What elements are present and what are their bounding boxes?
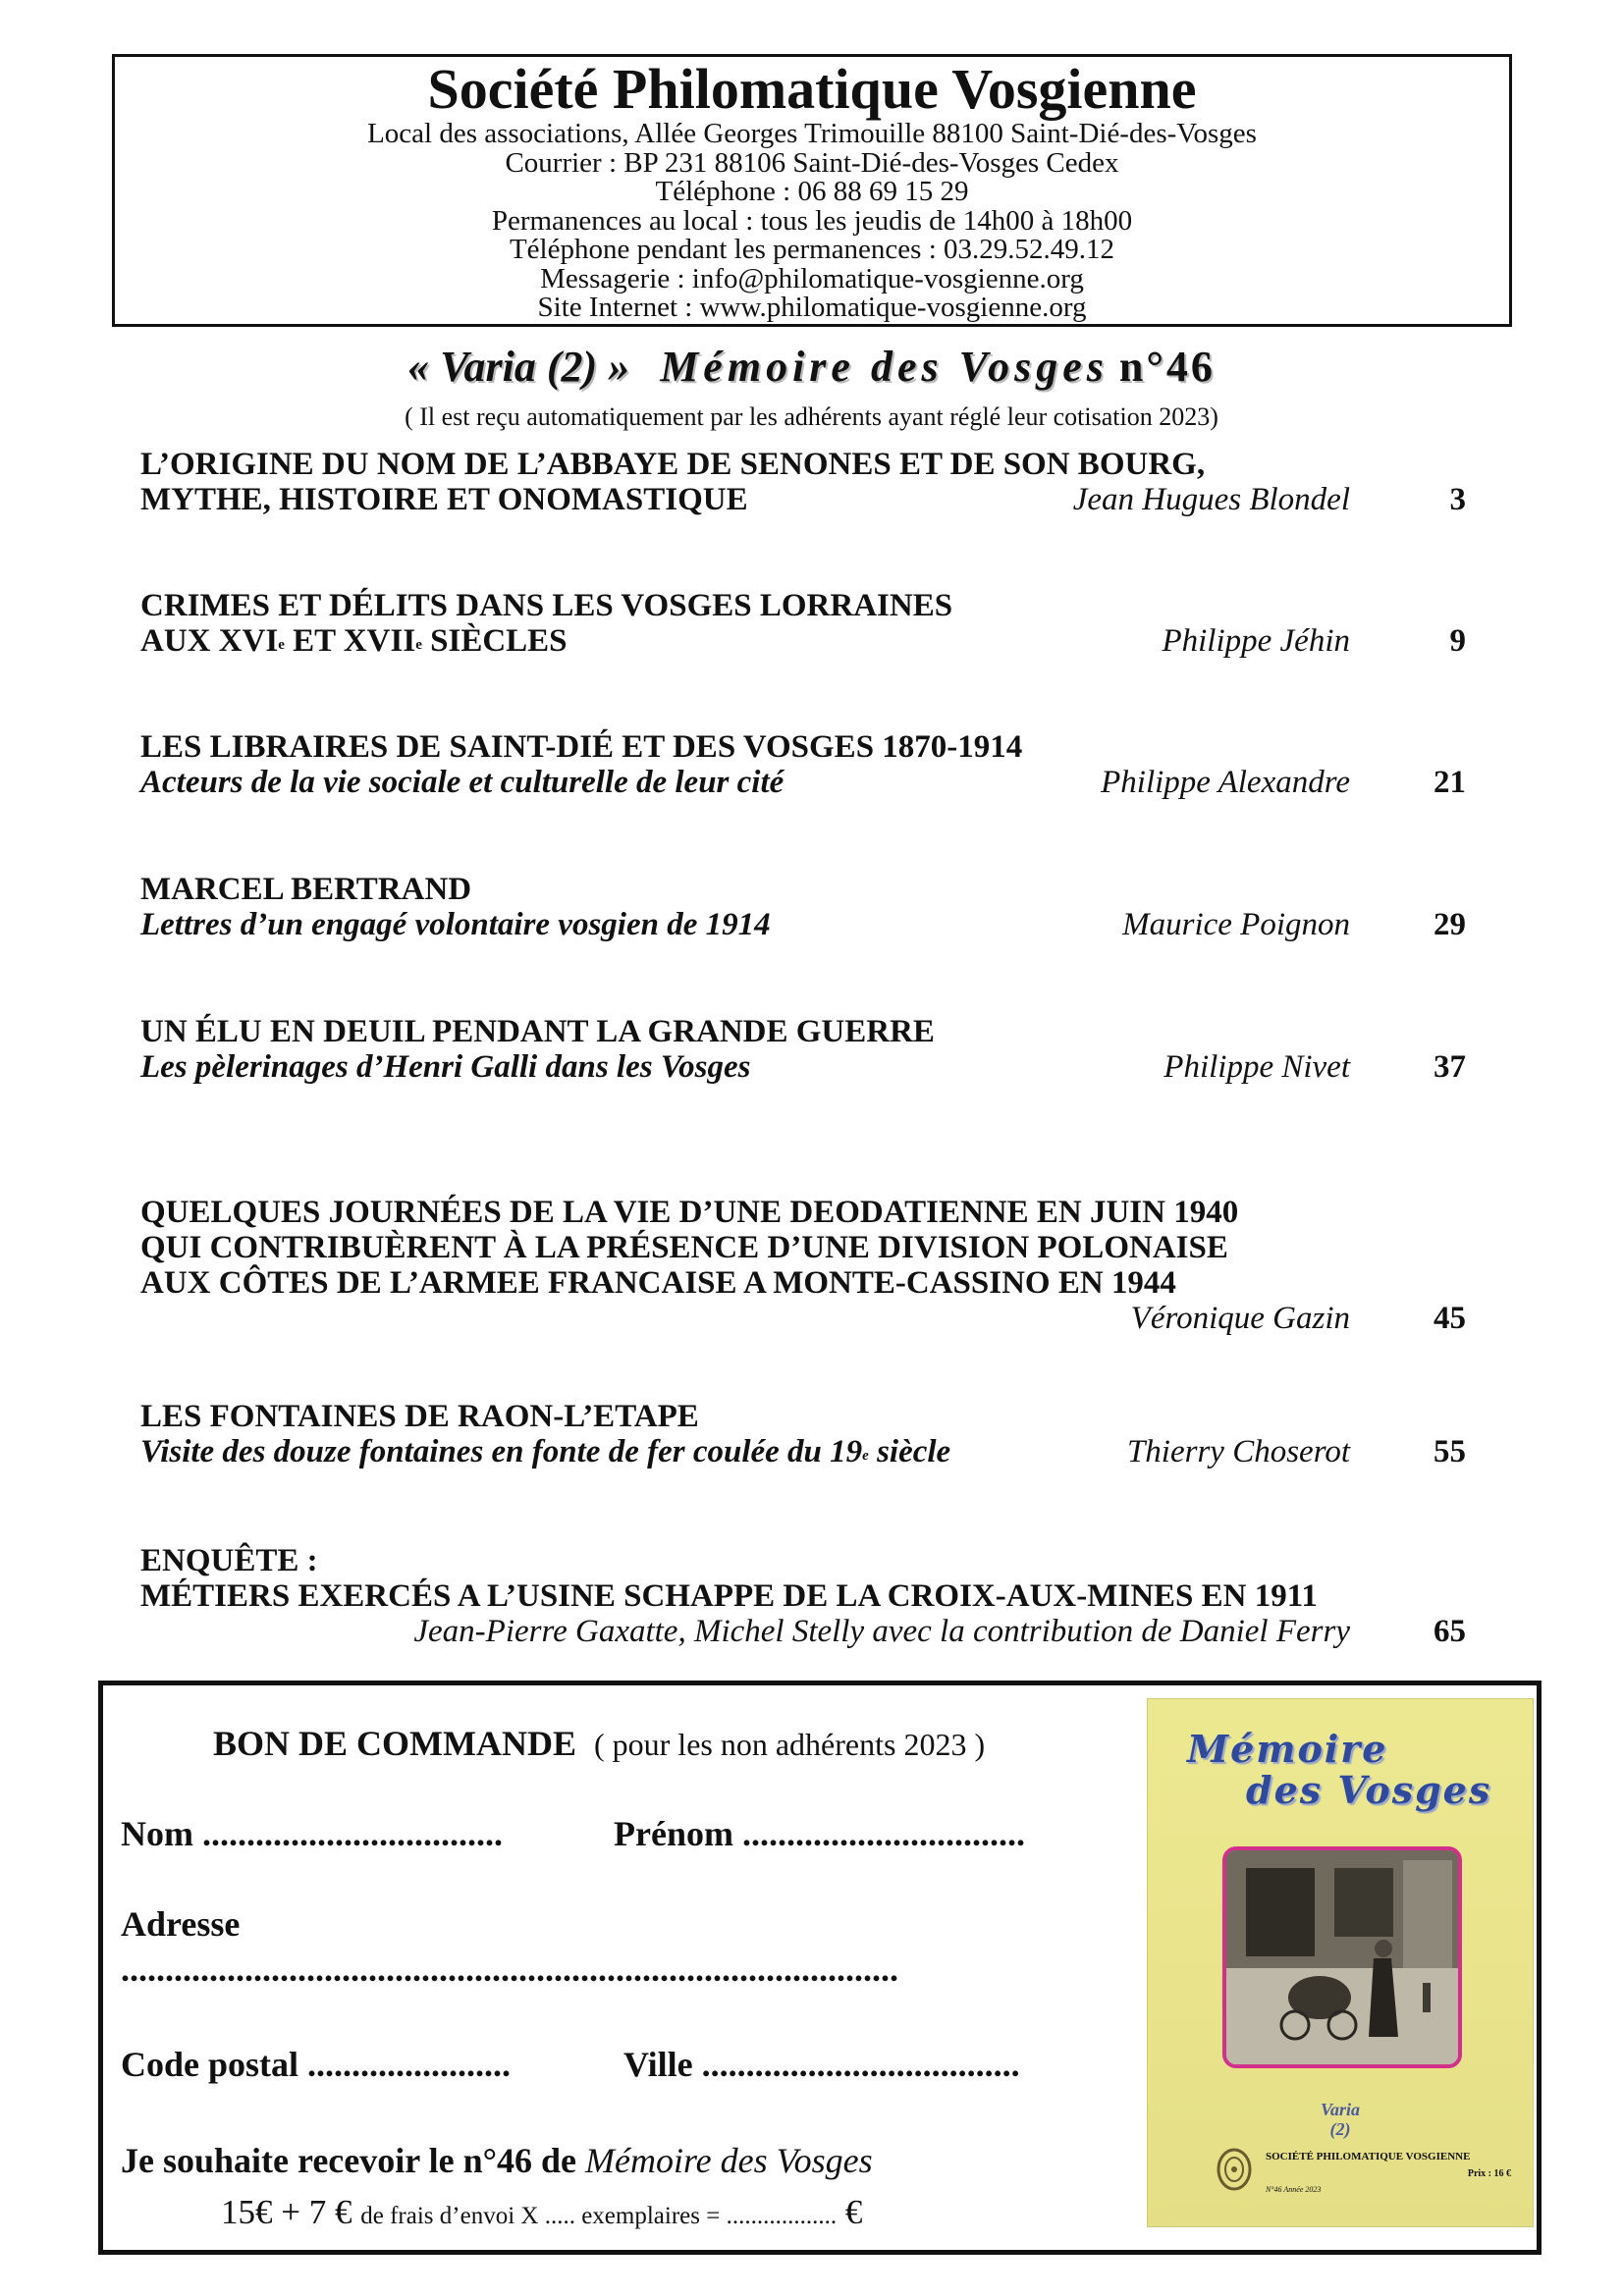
toc-title-line: QUI CONTRIBUÈRENT À LA PRÉSENCE D’UNE DIVISION POLONAISE	[140, 1230, 1228, 1265]
toc-title-line: L’ORIGINE DU NOM DE L’ABBAYE DE SENONES ET DE SON BOURG,	[140, 447, 1206, 482]
toc-entry	[140, 1014, 1476, 1085]
cover-varia: Varia (2)	[1320, 2100, 1361, 2139]
toc-title-line: MARCEL BERTRAND	[140, 872, 472, 907]
toc-entry	[140, 588, 1476, 659]
toc-entry	[140, 1195, 1476, 1336]
society-name: Société Philomatique Vosgienne	[427, 57, 1197, 121]
toc-title-line: ENQUÊTE :	[140, 1543, 318, 1578]
toc-title-line: AUX XVIe ET XVIIe SIÈCLES	[140, 623, 568, 659]
seal-icon	[1215, 2146, 1254, 2193]
header-phone-hours: Téléphone pendant les permanences : 03.29.52.49.12	[509, 234, 1115, 265]
toc-entry	[140, 729, 1476, 800]
cover-image	[1147, 1698, 1534, 2227]
header-website: Site Internet : www.philomatique-vosgienne.org	[537, 292, 1087, 323]
order-price-line[interactable]: 15€ + 7 € de frais d’envoi X ..... exemplaires = .................. €	[221, 2193, 863, 2231]
toc-title-line: LES LIBRAIRES DE SAINT-DIÉ ET DES VOSGES 1870-1914	[140, 729, 1023, 765]
adresse-field[interactable]: ........................................................................................	[121, 1949, 898, 1989]
toc-author: Philippe Alexandre	[1101, 765, 1350, 800]
header-mail: Courrier : BP 231 88106 Saint-Dié-des-Vosges Cedex	[505, 146, 1119, 179]
toc-title-line: MYTHE, HISTOIRE ET ONOMASTIQUE	[140, 482, 748, 517]
code-postal-field[interactable]: Code postal .......................	[121, 2045, 512, 2084]
toc-page-number: 3	[1449, 482, 1466, 517]
issue-title	[0, 342, 1623, 392]
issue-series: Mémoire des Vosges	[660, 343, 1109, 391]
adresse-label: Adresse	[121, 1904, 241, 1944]
toc-page-number: 9	[1449, 623, 1466, 659]
toc-entry	[140, 447, 1476, 517]
toc-page-number: 29	[1434, 907, 1466, 942]
issue-note: ( Il est reçu automatiquement par les adhérents ayant réglé leur cotisation 2023)	[405, 402, 1218, 431]
toc-title-line: QUELQUES JOURNÉES DE LA VIE D’UNE DEODATIENNE EN JUIN 1940	[140, 1195, 1239, 1230]
toc-author: Jean Hugues Blondel	[1072, 482, 1350, 517]
toc-page-number: 37	[1434, 1049, 1466, 1085]
header-box	[112, 54, 1512, 327]
toc-entry	[140, 1399, 1476, 1469]
order-title-note: ( pour les non adhérents 2023 )	[593, 1727, 986, 1762]
toc-page-number: 55	[1434, 1434, 1466, 1469]
cover-photo	[1222, 1846, 1462, 2068]
toc-page-number: 45	[1434, 1301, 1466, 1336]
toc-page-number: 65	[1434, 1614, 1466, 1649]
toc-title-line: MÉTIERS EXERCÉS A L’USINE SCHAPPE DE LA CROIX-AUX-MINES EN 1911	[140, 1578, 1318, 1614]
toc-author: Thierry Choserot	[1126, 1434, 1350, 1469]
prenom-field[interactable]: Prénom ................................	[614, 1814, 1025, 1853]
cover-price: Prix : 16 €	[1467, 2168, 1511, 2179]
issue-number: n°46	[1118, 343, 1216, 391]
toc-title-line: LES FONTAINES DE RAON-L’ETAPE	[140, 1399, 699, 1434]
toc-subtitle: Lettres d’un engagé volontaire vosgien de 1914	[140, 907, 771, 942]
order-title: BON DE COMMANDE ( pour les non adhérents 2023 )	[213, 1724, 986, 1763]
toc-author: Philippe Jéhin	[1162, 623, 1350, 659]
toc-entry	[140, 872, 1476, 942]
header-hours: Permanences au local : tous les jeudis de 14h00 à 18h00	[491, 204, 1133, 237]
toc-author: Philippe Nivet	[1163, 1049, 1350, 1085]
toc-entry	[140, 1543, 1476, 1649]
issue-varia: « Varia (2) »	[407, 343, 630, 391]
toc-subtitle: Acteurs de la vie sociale et culturelle de leur cité	[140, 765, 784, 800]
toc-author: Maurice Poignon	[1122, 907, 1350, 942]
toc-author: Véronique Gazin	[1130, 1301, 1350, 1336]
toc-title-line: CRIMES ET DÉLITS DANS LES VOSGES LORRAINES	[140, 588, 953, 623]
toc-subtitle: Visite des douze fontaines en fonte de fer coulée du 19e siècle	[140, 1434, 951, 1469]
toc-subtitle: Les pèlerinages d’Henri Galli dans les Vosges	[140, 1049, 751, 1085]
nom-field[interactable]: Nom ..................................	[121, 1814, 503, 1853]
toc-author: Jean-Pierre Gaxatte, Michel Stelly avec la contribution de Daniel Ferry	[413, 1614, 1350, 1649]
cover-society: SOCIÉTÉ PHILOMATIQUE VOSGIENNE	[1266, 2151, 1471, 2163]
cover-issue-year: N°46 Année 2023	[1266, 2185, 1322, 2194]
cover-title: Mémoire des Vosges	[1187, 1727, 1492, 1812]
order-form	[98, 1681, 1542, 2255]
toc-title-line: AUX CÔTES DE L’ARMEE FRANCAISE A MONTE-CASSINO EN 1944	[140, 1265, 1176, 1301]
header-email: Messagerie : info@philomatique-vosgienne.org	[540, 262, 1084, 294]
order-request: Je souhaite recevoir le n°46 de Mémoire des Vosges	[121, 2141, 873, 2180]
ville-field[interactable]: Ville ....................................	[623, 2045, 1020, 2084]
toc-page-number: 21	[1434, 765, 1466, 800]
toc-title-line: UN ÉLU EN DEUIL PENDANT LA GRANDE GUERRE	[140, 1014, 935, 1049]
header-address: Local des associations, Allée Georges Trimouille 88100 Saint-Dié-des-Vosges	[367, 118, 1257, 149]
header-phone: Téléphone : 06 88 69 15 29	[655, 176, 969, 207]
